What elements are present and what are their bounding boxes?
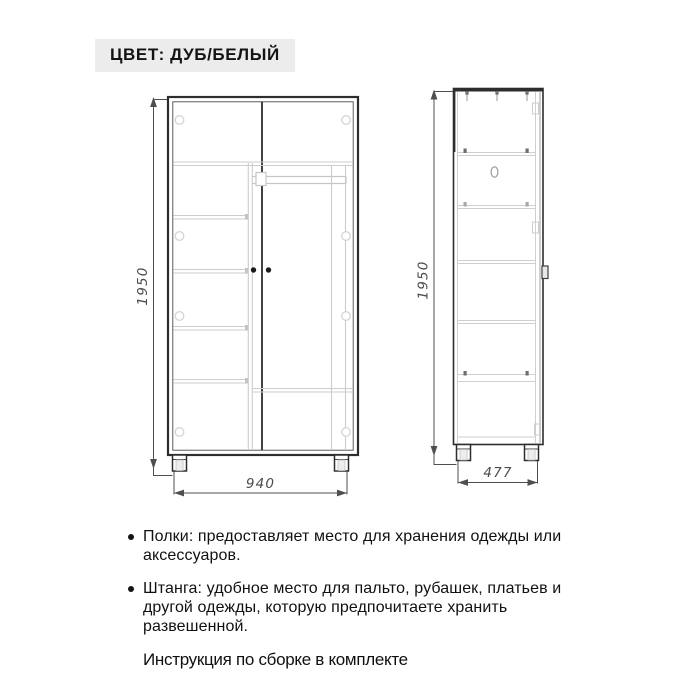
front-view-drawing: [135, 97, 358, 496]
side-feet: [457, 445, 539, 461]
bullet-icon: [128, 586, 134, 592]
feature-item-rod: [128, 579, 601, 636]
side-height-label: 1950: [415, 260, 432, 300]
side-depth-label: 477: [483, 465, 513, 481]
front-width-label: 940: [245, 476, 276, 492]
side-cabinet-outline: [454, 89, 544, 445]
features-list: [128, 527, 598, 650]
feature-text-rod: Штанга: удобное место для пальто, рубашек, платьев и другой одежды, которую предпочитаете хранить развешенной.: [143, 580, 562, 635]
side-view-drawing: [416, 89, 549, 486]
feature-text-shelves: Полки: предоставляет место для хранения одежды или аксессуаров.: [143, 528, 562, 564]
side-height-dimension: [431, 90, 457, 465]
front-height-label: 1950: [135, 266, 151, 306]
side-door-knob: [542, 266, 548, 279]
color-title-text: ЦВЕТ: ДУБ/БЕЛЫЙ: [110, 45, 280, 64]
bullet-icon: [128, 534, 134, 540]
front-cabinet-outline: [168, 97, 358, 455]
front-feet: [173, 455, 349, 471]
feature-item-shelves: [128, 527, 601, 565]
assembly-note: Инструкция по сборке в комплекте: [143, 650, 408, 669]
